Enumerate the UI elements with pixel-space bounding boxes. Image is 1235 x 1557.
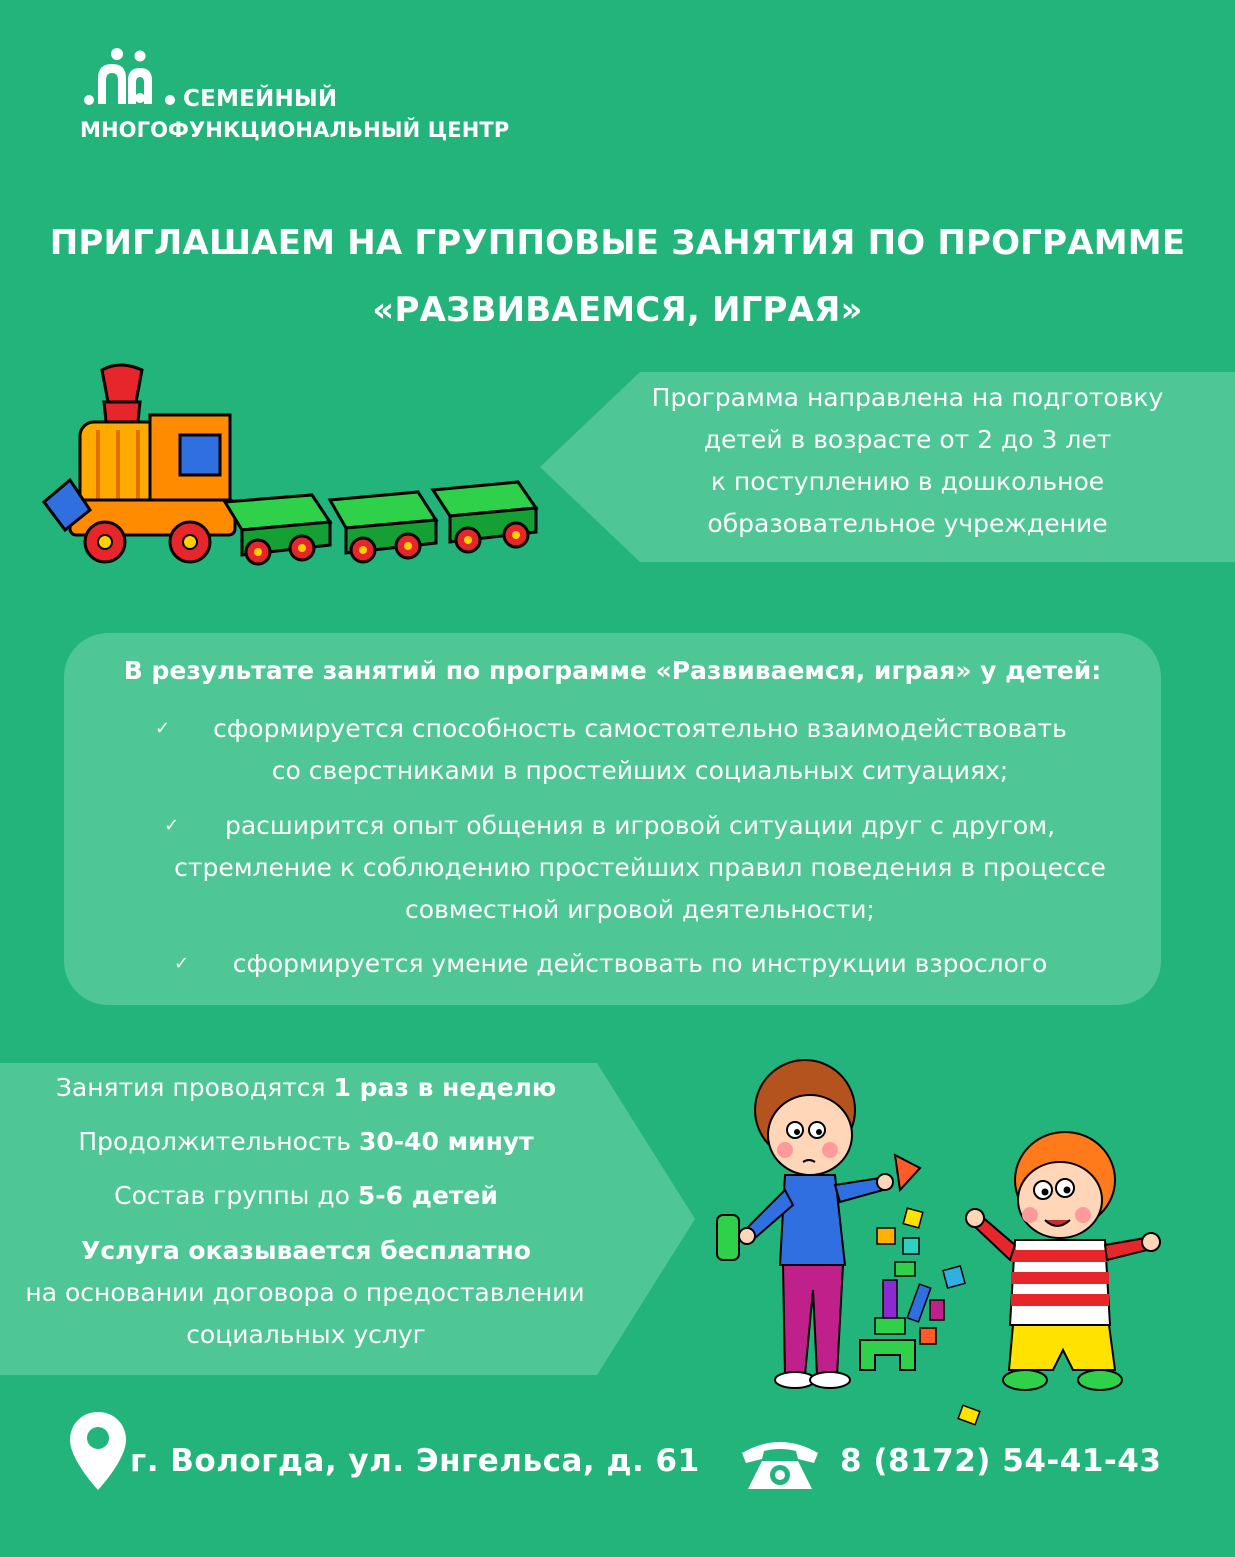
logo-title-line1: СЕМЕЙНЫЙ: [183, 86, 338, 112]
info-duration-label: Продолжительность: [78, 1127, 359, 1156]
result-item-2-line3: совместной игровой деятельности;: [405, 895, 875, 924]
results-title: В результате занятий по программе «Развиваемся, играя» у детей:: [123, 656, 1102, 685]
phone-number[interactable]: 8 (8172) 54-41-43: [840, 1443, 1162, 1479]
info-group-label: Состав группы до: [114, 1181, 358, 1210]
info-frequency: [0, 1067, 612, 1109]
program-note-line: образовательное учреждение: [707, 509, 1108, 538]
program-note-line: детей в возрасте от 2 до 3 лет: [703, 425, 1112, 454]
headline: [0, 210, 1235, 344]
program-note-text: [640, 377, 1175, 545]
info-duration-value: 30-40 минут: [358, 1127, 534, 1156]
info-basis-line1: на основании договора о предоставлении: [25, 1278, 585, 1307]
info-group-value: 5-6 детей: [357, 1181, 498, 1210]
result-item-3-line1: сформируется умение действовать по инструкции взрослого: [232, 949, 1048, 978]
address: г. Вологда, ул. Энгельса, д. 61: [130, 1443, 700, 1479]
result-item-2-line2: стремление к соблюдению простейших правил поведения в процессе: [174, 853, 1106, 882]
logo: [80, 48, 600, 148]
result-item-1-line2: со сверстниками в простейших социальных ситуациях;: [271, 756, 1009, 785]
program-note-line: к поступлению в дошкольное: [710, 467, 1105, 496]
info-basis-line2: социальных услуг: [186, 1320, 426, 1349]
info-frequency-label: Занятия проводятся: [55, 1073, 334, 1102]
telephone-icon: [738, 1435, 822, 1493]
toy-train-illustration: [40, 360, 550, 575]
children-playing-illustration: [705, 1050, 1175, 1430]
result-item-2-line1: расширится опыт общения в игровой ситуации друг с другом,: [224, 811, 1056, 840]
info-frequency-value: 1 раз в неделю: [333, 1073, 557, 1102]
check-icon: ✓: [164, 815, 180, 836]
headline-line2: «РАЗВИВАЕМСЯ, ИГРАЯ»: [372, 290, 863, 330]
logo-title-line2: МНОГОФУНКЦИОНАЛЬНЫЙ ЦЕНТР: [80, 118, 510, 142]
program-note-line: Программа направлена на подготовку: [651, 383, 1164, 412]
family-logo-icon: [80, 48, 180, 108]
location-pin-icon: [68, 1410, 128, 1492]
info-free: [0, 1230, 612, 1272]
result-item-1-line1: сформируется способность самостоятельно взаимодействовать: [213, 714, 1067, 743]
info-free-text: Услуга оказывается бесплатно: [81, 1236, 531, 1265]
check-icon: ✓: [155, 718, 171, 739]
headline-line1: ПРИГЛАШАЕМ НА ГРУППОВЫЕ ЗАНЯТИЯ ПО ПРОГРАММЕ: [49, 223, 1186, 263]
check-icon: ✓: [174, 953, 190, 974]
info-duration: [0, 1121, 612, 1163]
info-group: [0, 1175, 612, 1217]
